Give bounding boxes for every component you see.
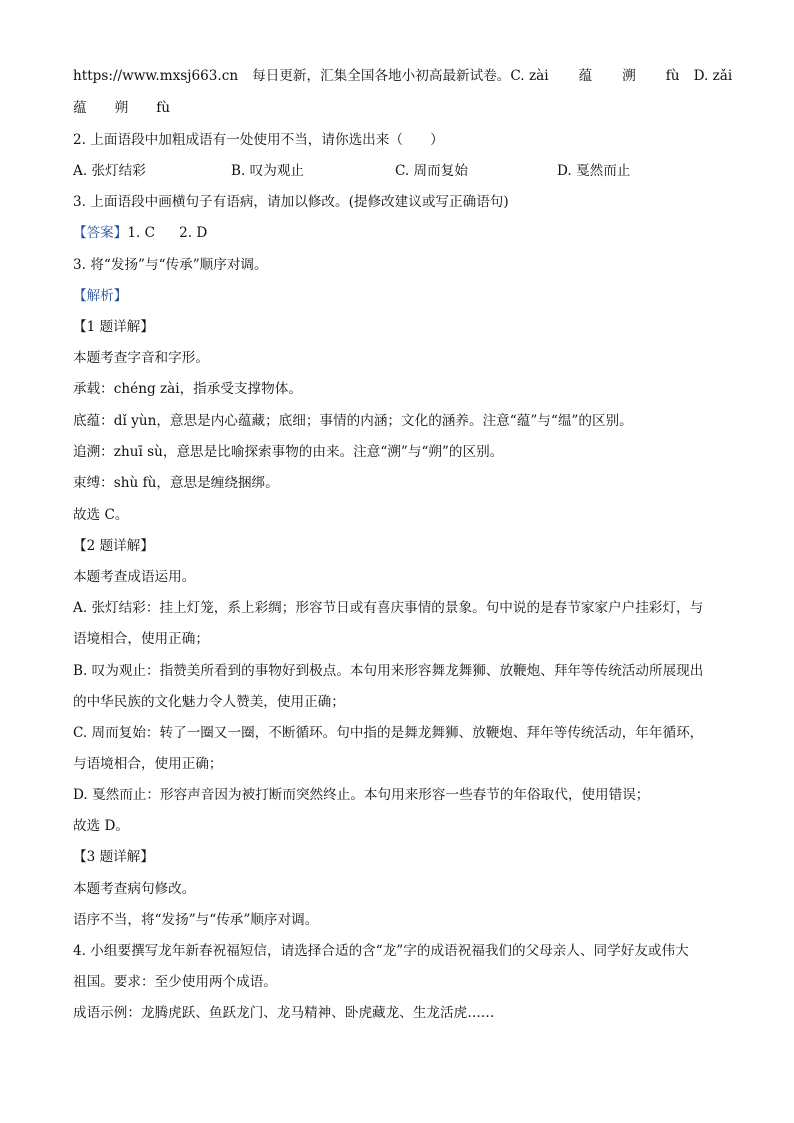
answer-2: 2. D [179,225,208,241]
answer-line [73,223,207,243]
detail-2-c-line-1: C. 周而复始：转了一圈又一圈，不断循环。句中指的是舞龙舞狮、放鞭炮、拜年等传统活动，年年循环， [73,725,704,741]
question-4-examples: 成语示例：龙腾虎跃、鱼跃龙门、龙马精神、卧虎藏龙、生龙活虎…… [73,1005,495,1021]
detail-3-intro: 本题考查病句修改。 [73,881,196,897]
analysis-tag: 【解析】 [73,288,128,304]
question-2-options [73,161,630,181]
option-c-char-2: 溯 [622,68,636,84]
detail-1-line-4: 束缚：shù fù，意思是缠绕捆绑。 [73,475,279,491]
answer-tag: 【答案】 [73,225,128,241]
q2-option-b: B. 叹为观止 [231,163,305,179]
question-4-line-2: 祖国。要求：至少使用两个成语。 [73,974,277,990]
detail-2-b-line-2: 的中华民族的文化魅力令人赞美，使用正确； [73,694,345,710]
q2-option-c: C. 周而复始 [395,163,468,179]
site-notice: 每日更新，汇集全国各地小初高最新试卷。 [252,68,511,84]
header-line [73,66,732,86]
option-c-char-1: 蕴 [578,68,593,84]
option-d-char-2: 朔 [114,100,129,116]
answer-3: 3. 将“发扬”与“传承”顺序对调。 [73,257,268,273]
option-d-char-3: fù [156,100,170,116]
question-4-line-1: 4. 小组要撰写龙年新春祝福短信，请选择合适的含“龙”字的成语祝福我们的父母亲人、同学好友或伟大 [73,943,689,959]
site-url[interactable]: https://www.mxsj663.cn [73,68,239,84]
detail-1-line-1: 承载：chéng zài，指承受支撑物体。 [73,381,302,397]
detail-2-intro: 本题考查成语运用。 [73,569,196,585]
option-d-line [73,98,170,118]
option-c-label: C. zài [510,68,549,84]
detail-3-line-1: 语序不当，将“发扬”与“传承”顺序对调。 [73,912,319,928]
option-d-label: D. zǎi [693,68,733,84]
option-d-char-1: 蕴 [73,100,87,116]
question-2-stem: 2. 上面语段中加粗成语有一处使用不当，请你选出来（ ） [73,132,444,148]
q2-option-a: A. 张灯结彩 [73,163,146,179]
q2-option-d: D. 戛然而止 [557,163,631,179]
detail-2-conclusion: 故选 D。 [73,818,130,834]
detail-1-conclusion: 故选 C。 [73,507,129,523]
detail-2-a-line-2: 语境相合，使用正确； [73,631,209,647]
detail-1-heading: 【1 题详解】 [73,319,154,335]
detail-1-intro: 本题考查字音和字形。 [73,350,209,366]
detail-2-d-line: D. 戛然而止：形容声音因为被打断而突然终止。本句用来形容一些春节的年俗取代，使用错误； [73,787,650,803]
detail-2-a-line-1: A. 张灯结彩：挂上灯笼，系上彩绸；形容节日或有喜庆事情的景象。句中说的是春节家家户户挂彩灯，与 [73,600,704,616]
detail-2-c-line-2: 与语境相合，使用正确； [73,756,223,772]
detail-2-heading: 【2 题详解】 [73,538,154,554]
option-c-char-3: fù [665,68,680,84]
detail-1-line-3: 追溯：zhuī sù，意思是比喻探索事物的由来。注意“溯”与“朔”的区别。 [73,444,504,460]
detail-2-b-line-1: B. 叹为观止：指赞美所看到的事物好到极点。本句用来形容舞龙舞狮、放鞭炮、拜年等传统活动所展现出 [73,663,704,679]
question-3-stem: 3. 上面语段中画横句子有语病，请加以修改。(提修改建议或写正确语句) [73,194,509,210]
detail-1-line-2: 底蕴：dǐ yùn，意思是内心蕴藏；底细；事情的内涵；文化的涵养。注意“蕴”与“缊”的区别。 [73,413,633,429]
detail-3-heading: 【3 题详解】 [73,849,154,865]
answer-1: 1. C [127,225,156,241]
